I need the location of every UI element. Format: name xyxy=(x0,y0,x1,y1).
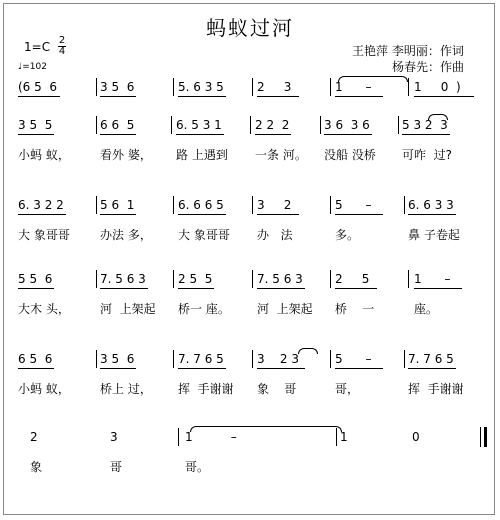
measure-notes: 2 xyxy=(30,430,38,444)
beam-underline xyxy=(408,214,456,215)
measure-notes: 5 6 1 xyxy=(100,198,135,212)
lyric-text: 大木 头， xyxy=(18,302,70,316)
measure-notes: 7. 7 6 5 xyxy=(408,352,454,366)
lyric-text: 鼻 子卷起 xyxy=(408,228,460,242)
beam-underline xyxy=(100,134,136,135)
measure-notes: 2 2 2 xyxy=(255,118,290,132)
measure-notes: 1 – xyxy=(185,430,237,444)
measure-notes: 2 5 5 xyxy=(178,272,213,286)
lyric-text: 没船 没桥 xyxy=(324,148,376,162)
beam-underline xyxy=(100,214,136,215)
measure-notes: 6. 6 3 3 xyxy=(408,198,454,212)
lyric-text: 挥 手谢谢 xyxy=(178,382,234,396)
bar-line xyxy=(408,270,409,288)
lyric-text: 桥 一 xyxy=(335,302,375,316)
composer-credit: 杨春先：作曲 xyxy=(392,60,465,74)
bar-line xyxy=(178,428,179,446)
time-sig-top: 2 xyxy=(58,35,66,46)
final-barline xyxy=(484,427,487,447)
measure-notes: 0 xyxy=(412,430,420,444)
tie-slur xyxy=(338,76,408,82)
tie-slur xyxy=(428,114,448,120)
lyricist-credit: 王艳萍 李明丽：作词 xyxy=(352,44,464,58)
lyric-text: 座。 xyxy=(414,302,439,316)
lyric-text: 象 xyxy=(30,460,43,474)
measure-notes: 6 5 6 xyxy=(18,352,53,366)
bar-line xyxy=(96,78,97,96)
lyric-text: 哥 xyxy=(110,460,123,474)
tie-slur xyxy=(298,348,318,354)
beam-underline xyxy=(178,96,226,97)
measure-notes: 1 0 ) xyxy=(414,80,461,94)
measure-notes: 3 2 xyxy=(257,198,292,212)
lyric-text: 桥一 座。 xyxy=(178,302,230,316)
measure-notes: 1 – xyxy=(335,80,372,94)
bar-line xyxy=(404,350,405,368)
bar-line xyxy=(404,196,405,214)
beam-underline xyxy=(18,134,54,135)
measure-notes: 2 5 xyxy=(335,272,370,286)
beam-underline xyxy=(402,134,450,135)
bar-line xyxy=(96,270,97,288)
measure-notes: 5 – xyxy=(335,352,372,366)
measure-notes: 2 3 xyxy=(257,80,292,94)
beam-underline xyxy=(408,368,456,369)
measure-notes: (6 5 6 xyxy=(18,80,58,94)
beam-underline xyxy=(414,288,462,289)
bar-line xyxy=(330,350,331,368)
beam-underline xyxy=(100,288,148,289)
lyric-text: 小蚂 蚁， xyxy=(18,382,70,396)
measure-notes: 1 xyxy=(340,430,348,444)
tempo-marking: ♩=102 xyxy=(18,62,47,72)
measure-notes: 6. 6 6 5 xyxy=(178,198,224,212)
bar-line xyxy=(330,196,331,214)
bar-line xyxy=(330,270,331,288)
lyric-text: 一条 河。 xyxy=(255,148,307,162)
beam-underline xyxy=(335,214,383,215)
time-signature xyxy=(58,36,66,57)
bar-line xyxy=(252,350,253,368)
beam-underline xyxy=(178,288,214,289)
lyric-text: 哥， xyxy=(335,382,360,396)
beam-underline xyxy=(18,96,60,97)
measure-notes: 5 5 6 xyxy=(18,272,53,286)
measure-notes: 3 6 3 6 xyxy=(324,118,370,132)
beam-underline xyxy=(257,214,299,215)
beam-underline xyxy=(257,368,305,369)
measure-notes: 7. 5 6 3 xyxy=(257,272,303,286)
beam-underline xyxy=(335,288,377,289)
bar-line xyxy=(320,116,321,134)
bar-line xyxy=(252,270,253,288)
measure-notes: 5 3 2 3 xyxy=(402,118,448,132)
lyric-text: 看外 婆， xyxy=(100,148,152,162)
lyric-text: 河 上架起 xyxy=(257,302,313,316)
beam-underline xyxy=(414,96,474,97)
measure-notes: 3 5 5 xyxy=(18,118,53,132)
lyric-text: 办 法 xyxy=(257,228,293,242)
measure-notes: 3 5 6 xyxy=(100,352,135,366)
tie-slur xyxy=(190,426,342,432)
lyric-text: 象 哥 xyxy=(257,382,297,396)
bar-line xyxy=(171,116,172,134)
beam-underline xyxy=(178,368,226,369)
beam-underline xyxy=(257,288,305,289)
measure-notes: 6. 3 2 2 xyxy=(18,198,64,212)
measure-notes: 5 – xyxy=(335,198,372,212)
beam-underline xyxy=(18,214,66,215)
bar-line xyxy=(252,78,253,96)
beam-underline xyxy=(100,96,136,97)
bar-line xyxy=(408,78,409,96)
measure-notes: 1 – xyxy=(414,272,451,286)
final-barline-thin xyxy=(480,427,481,447)
bar-line xyxy=(173,196,174,214)
bar-line xyxy=(173,270,174,288)
song-title: 蚂蚁过河 xyxy=(206,16,294,40)
bar-line xyxy=(250,116,251,134)
bar-line xyxy=(96,196,97,214)
bar-line xyxy=(96,116,97,134)
bar-line xyxy=(173,350,174,368)
measure-notes: 3 5 6 xyxy=(100,80,135,94)
measure-notes: 3 2 3 xyxy=(257,352,299,366)
beam-underline xyxy=(255,134,291,135)
beam-underline xyxy=(178,214,226,215)
bar-line xyxy=(252,196,253,214)
beam-underline xyxy=(176,134,224,135)
lyric-text: 哥。 xyxy=(185,460,210,474)
lyric-text: 大 象哥哥 xyxy=(178,228,230,242)
measure-notes: 3 xyxy=(110,430,118,444)
lyric-text: 办法 多， xyxy=(100,228,152,242)
beam-underline xyxy=(100,368,136,369)
beam-underline xyxy=(18,368,54,369)
lyric-text: 大 象哥哥 xyxy=(18,228,70,242)
bar-line xyxy=(96,350,97,368)
lyric-text: 河 上架起 xyxy=(100,302,156,316)
beam-underline xyxy=(257,96,299,97)
measure-notes: 6 6 5 xyxy=(100,118,135,132)
measure-notes: 7. 7 6 5 xyxy=(178,352,224,366)
beam-underline xyxy=(335,368,383,369)
bar-line xyxy=(398,116,399,134)
lyric-text: 可咋 过? xyxy=(402,148,452,162)
beam-underline xyxy=(324,134,372,135)
lyric-text: 小蚂 蚁， xyxy=(18,148,70,162)
lyric-text: 桥上 过， xyxy=(100,382,152,396)
beam-underline xyxy=(335,96,383,97)
measure-notes: 6. 5 3 1 xyxy=(176,118,222,132)
bar-line xyxy=(330,78,331,96)
lyric-text: 多。 xyxy=(335,228,360,242)
key-signature: 1=C xyxy=(24,40,51,54)
measure-notes: 7. 5 6 3 xyxy=(100,272,146,286)
time-sig-bottom: 4 xyxy=(58,46,66,57)
lyric-text: 路 上遇到 xyxy=(176,148,228,162)
bar-line xyxy=(173,78,174,96)
beam-underline xyxy=(18,288,54,289)
measure-notes: 5. 6 3 5 xyxy=(178,80,224,94)
lyric-text: 挥 手谢谢 xyxy=(408,382,464,396)
